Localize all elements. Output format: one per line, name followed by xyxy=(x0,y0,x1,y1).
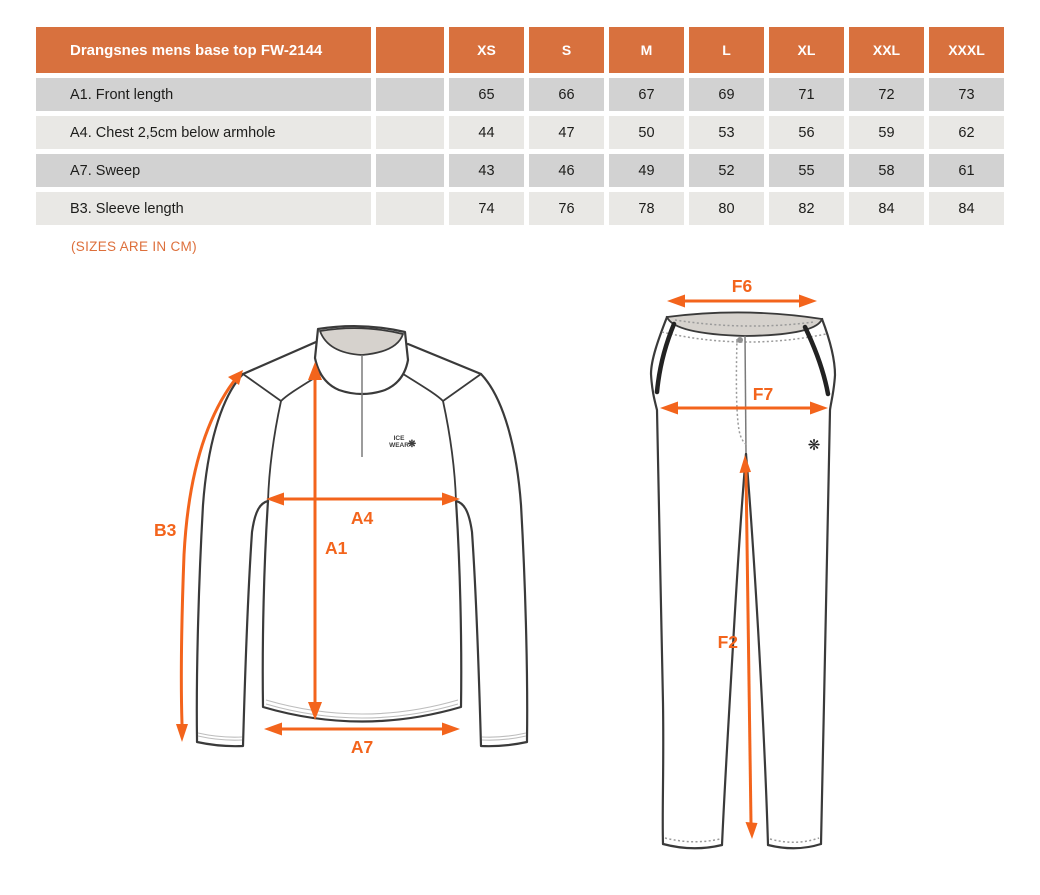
value-cell: 80 xyxy=(689,192,764,225)
value-cell: 61 xyxy=(929,154,1004,187)
row-label-sleeve-length: B3. Sleeve length xyxy=(36,192,371,225)
value-cell: 49 xyxy=(609,154,684,187)
value-cell: 71 xyxy=(769,78,844,111)
a1-arrow xyxy=(308,362,322,720)
size-header-s: S xyxy=(529,27,604,73)
value-cell: 47 xyxy=(529,116,604,149)
value-cell: 58 xyxy=(849,154,924,187)
value-cell: 72 xyxy=(849,78,924,111)
row-label-front-length: A1. Front length xyxy=(36,78,371,111)
value-cell: 46 xyxy=(529,154,604,187)
sizes-unit-note: (SIZES ARE IN CM) xyxy=(71,239,197,254)
size-header-m: M xyxy=(609,27,684,73)
value-cell: 56 xyxy=(769,116,844,149)
table-title-cell: Drangsnes mens base top FW-2144 xyxy=(36,27,371,73)
value-cell: 44 xyxy=(449,116,524,149)
value-cell: 43 xyxy=(449,154,524,187)
svg-text:ICE: ICE xyxy=(393,435,405,442)
value-cell: 53 xyxy=(689,116,764,149)
value-cell: 62 xyxy=(929,116,1004,149)
table-header-spacer-cell xyxy=(376,27,444,73)
svg-text:WEAR: WEAR xyxy=(389,442,409,449)
f2-label: F2 xyxy=(717,632,738,652)
snowflake-icon: ❋ xyxy=(807,437,821,454)
size-header-xxxl: XXXL xyxy=(929,27,1004,73)
size-header-xxl: XXL xyxy=(849,27,924,73)
top-measurement-diagram xyxy=(140,290,580,790)
f7-arrow xyxy=(660,402,828,415)
value-cell: 74 xyxy=(449,192,524,225)
value-cell: 76 xyxy=(529,192,604,225)
row-spacer-cell xyxy=(376,78,444,111)
size-header-xl: XL xyxy=(769,27,844,73)
snowflake-icon: ❋ xyxy=(407,439,417,450)
fly xyxy=(736,336,747,453)
pants-measurement-diagram xyxy=(600,278,920,878)
row-label-sweep: A7. Sweep xyxy=(36,154,371,187)
a1-label: A1 xyxy=(325,538,348,558)
b3-label: B3 xyxy=(154,520,177,540)
row-spacer-cell xyxy=(376,192,444,225)
a7-arrow xyxy=(264,723,460,736)
a4-label: A4 xyxy=(350,508,374,528)
f6-label: F6 xyxy=(731,278,753,296)
size-header-l: L xyxy=(689,27,764,73)
value-cell: 65 xyxy=(449,78,524,111)
f6-arrow xyxy=(667,295,817,308)
value-cell: 55 xyxy=(769,154,844,187)
value-cell: 73 xyxy=(929,78,1004,111)
waist-button xyxy=(737,337,743,343)
value-cell: 50 xyxy=(609,116,684,149)
value-cell: 84 xyxy=(849,192,924,225)
value-cell: 78 xyxy=(609,192,684,225)
icewear-logo xyxy=(389,435,417,450)
value-cell: 59 xyxy=(849,116,924,149)
value-cell: 69 xyxy=(689,78,764,111)
a7-label: A7 xyxy=(350,737,374,757)
value-cell: 67 xyxy=(609,78,684,111)
row-label-chest: A4. Chest 2,5cm below armhole xyxy=(36,116,371,149)
row-spacer-cell xyxy=(376,154,444,187)
value-cell: 82 xyxy=(769,192,844,225)
value-cell: 84 xyxy=(929,192,1004,225)
pants-outline xyxy=(651,317,835,848)
a4-arrow xyxy=(266,493,460,506)
f7-label: F7 xyxy=(752,384,774,404)
value-cell: 52 xyxy=(689,154,764,187)
b3-arrow xyxy=(176,370,243,742)
row-spacer-cell xyxy=(376,116,444,149)
size-chart-table xyxy=(36,27,1004,225)
size-header-xs: XS xyxy=(449,27,524,73)
waistband xyxy=(662,312,826,343)
value-cell: 66 xyxy=(529,78,604,111)
